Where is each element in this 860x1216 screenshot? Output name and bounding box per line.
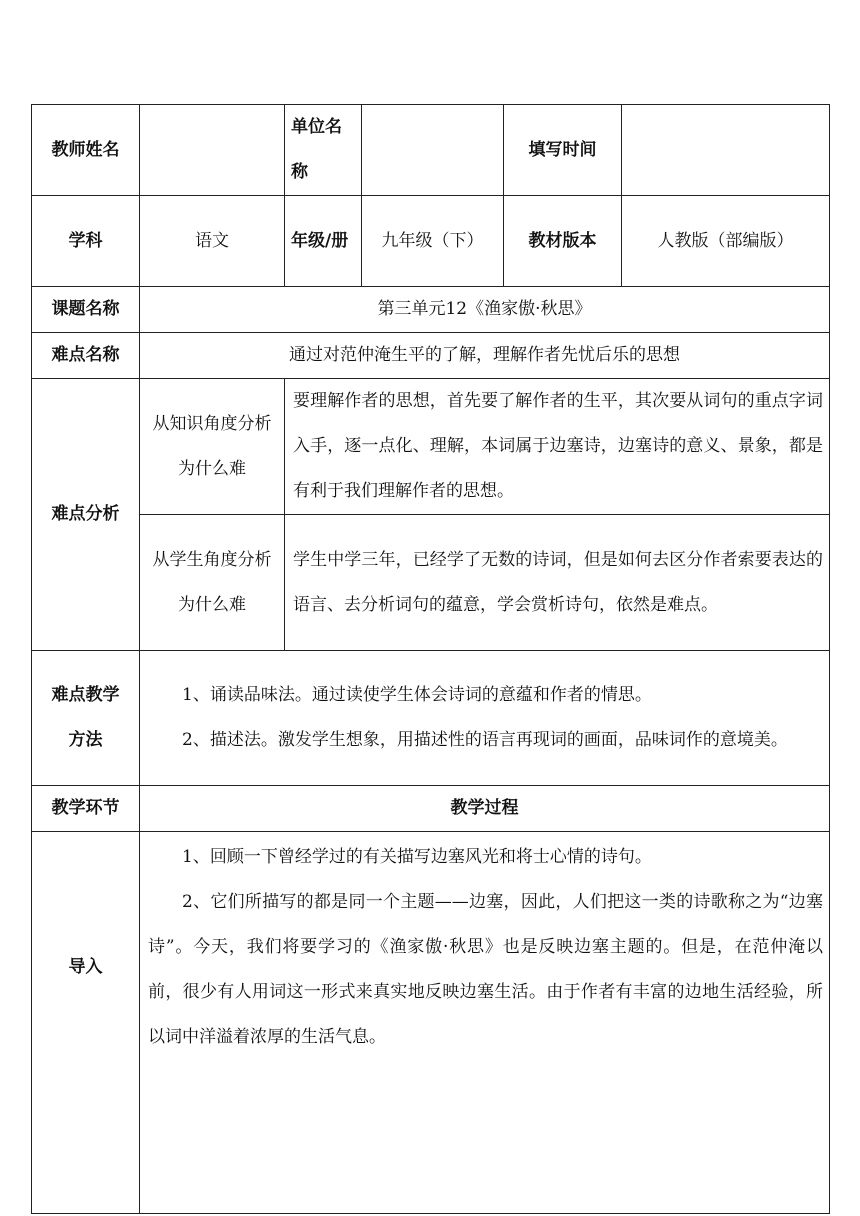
teacher-name-label: 教师姓名	[32, 105, 140, 196]
teacher-name-value	[140, 105, 285, 196]
teacher-row	[32, 105, 830, 196]
intro-content	[140, 832, 830, 1214]
grade-label: 年级/册	[285, 196, 362, 287]
fill-date-value	[622, 105, 830, 196]
student-angle-text: 学生中学三年，已经学了无数的诗词，但是如何去区分作者索要表达的语言、去分析词句的蕴意，学会赏析诗句，依然是难点。	[285, 515, 830, 651]
topic-value: 第三单元12《渔家傲·秋思》	[140, 287, 830, 333]
intro-label: 导入	[32, 832, 140, 1214]
knowledge-angle-text: 要理解作者的思想，首先要了解作者的生平，其次要从词句的重点字词入手，逐一点化、理解，本词属于边塞诗，边塞诗的意义、景象，都是有利于我们理解作者的思想。	[285, 379, 830, 515]
topic-label: 课题名称	[32, 287, 140, 333]
difficulty-value: 通过对范仲淹生平的了解，理解作者先忧后乐的思想	[140, 333, 830, 379]
difficulty-row	[32, 333, 830, 379]
intro-row	[32, 832, 830, 1214]
methods-label: 难点教学方法	[32, 651, 140, 786]
analysis-row-student	[32, 515, 830, 651]
difficulty-label: 难点名称	[32, 333, 140, 379]
methods-content	[140, 651, 830, 786]
subject-row	[32, 196, 830, 287]
teaching-section-label: 教学环节	[32, 786, 140, 832]
subject-value: 语文	[140, 196, 285, 287]
process-header-row	[32, 786, 830, 832]
fill-date-label: 填写时间	[504, 105, 622, 196]
student-angle-label: 从学生角度分析为什么难	[140, 515, 285, 651]
unit-name-label: 单位名称	[285, 105, 362, 196]
analysis-label: 难点分析	[32, 379, 140, 651]
topic-row	[32, 287, 830, 333]
teaching-process-label: 教学过程	[140, 786, 830, 832]
method-item: 1、诵读品味法。通过读使学生体会诗词的意蕴和作者的情思。	[182, 685, 652, 705]
lesson-plan-table	[31, 104, 830, 1214]
method-item: 2、描述法。激发学生想象，用描述性的语言再现词的画面，品味词作的意境美。	[182, 730, 788, 750]
knowledge-angle-label: 从知识角度分析为什么难	[140, 379, 285, 515]
grade-value: 九年级（下）	[362, 196, 504, 287]
subject-label: 学科	[32, 196, 140, 287]
edition-value: 人教版（部编版）	[622, 196, 830, 287]
methods-row	[32, 651, 830, 786]
intro-paragraph: 1、回顾一下曾经学过的有关描写边塞风光和将士心情的诗句。	[182, 847, 652, 867]
analysis-row-knowledge	[32, 379, 830, 515]
intro-paragraph: 2、它们所描写的都是同一个主题——边塞，因此，人们把这一类的诗歌称之为“边塞诗”。今天，我们将要学习的《渔家傲·秋思》也是反映边塞主题的。但是，在范仲淹以前，很少有人用词这一形式来真实地反映边塞生活。由于作者有丰富的边地生活经验，所以词中洋溢着浓厚的生活气息。	[148, 892, 823, 1047]
edition-label: 教材版本	[504, 196, 622, 287]
unit-name-value	[362, 105, 504, 196]
